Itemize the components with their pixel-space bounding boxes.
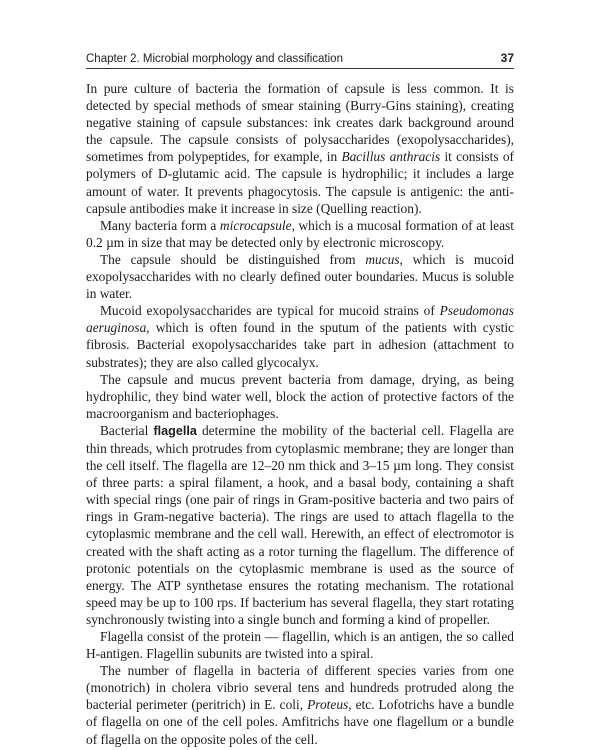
text-run: In pure culture of bacteria the formation of capsule is less common. It is detected by special methods of smear staining (Burry-Gins staining), creating negative staining of capsule substances: ink creates dark background around the capsule. The capsule consists of polysaccharides (exopolysaccharides), sometimes from polypeptides, for example, in [86,81,514,165]
text-run: , etc. Lofotrichs have a bundle of flagella on one of the cell poles. Amfitrichs have one flagellum or a bundle of flagella on the opposite poles of the cell. [86,697,514,747]
page-number: 37 [500,51,514,65]
bold-term: flagella [153,423,197,438]
text-run: , which is mucoid exopolysaccharides with no clearly defined outer boundaries. Mucus is soluble in water. [86,251,514,302]
text-run: determine the mobility of the bacterial cell. Flagella are thin threads, which protrudes from cytoplasmic membrane; they are longer than the cell itself. The flagella are 12–20 nm thick and 3–15 µm long. They consist of three parts: a spiral filament, a hook, and a basal body, containing a shaft with special rings (one pair of rings in Gram-positive bacteria and two pairs of rings in Gram-negative bacteria). The rings are used to attach flagella to the cytoplasmic membrane and the cell wall. Herewith, an effect of electromotor is created with the shaft acting as a rotor turning the flagellum. The difference of protonic potentials on the cytoplasmic membrane is used as the source of energy. The ATP synthetase ensures the rotating mechanism. The rotational speed may be up to 100 rps. If bacterium has several flagella, they start rotating synchronously twisting into a single bunch and forming a kind of propeller. [86,422,514,627]
text-run: Bacterial [100,422,154,438]
text-run: The capsule and mucus prevent bacteria from damage, drying, as being hydrophilic, they bind water well, block the action of protective factors of the macroorganism and bacteriophages. [86,371,514,421]
italic-term: Pseudomonas aeruginosa [86,303,514,336]
italic-term: Bacillus anthracis [341,149,441,165]
text-run: The capsule should be distinguished from [100,251,366,267]
text-run: it consists of polymers of D-glutamic acid. The capsule is hydrophilic; it includes a large amount of water. It prevents phagocytosis. The capsule is antigenic: the anti-capsule antibodies make it increase in size (Quelling reaction). [86,149,514,216]
paragraph [86,251,514,302]
text-run: , which is a mucosal formation of at least 0.2 µm in size that may be detected only by electronic microscopy. [86,217,514,250]
header-rule [86,68,514,69]
chapter-title: Chapter 2. Microbial morphology and classification [86,53,343,65]
text-run: Many bacteria form a [100,217,220,233]
text-run: Flagella consist of the protein — flagellin, which is an antigen, the so called H-antigen. Flagellin subunits are twisted into a spiral. [86,629,514,662]
italic-term: mucus [365,251,400,267]
paragraph [86,302,514,370]
paragraph [86,371,514,422]
body-text [86,80,514,748]
paragraph [86,80,514,217]
paragraph [86,217,514,251]
text-run: The number of flagella in bacteria of different species varies from one (monotrich) in cholera vibrio several tens and hundreds protruded along the bacterial perimeter (peritrich) in E. coli, [86,663,514,713]
italic-term: Proteus [307,697,349,713]
paragraph [86,628,514,662]
paragraph [86,422,514,628]
running-header [86,51,514,65]
paragraph [86,662,514,747]
text-run: Mucoid exopolysaccharides are typical for mucoid strains of [100,303,440,319]
italic-term: microcapsule [219,217,292,233]
text-run: , which is often found in the sputum of the patients with cystic fibrosis. Bacterial exopolysaccharides take part in adhesion (attachment to substrates); they are also called glycocalyx. [86,320,514,370]
